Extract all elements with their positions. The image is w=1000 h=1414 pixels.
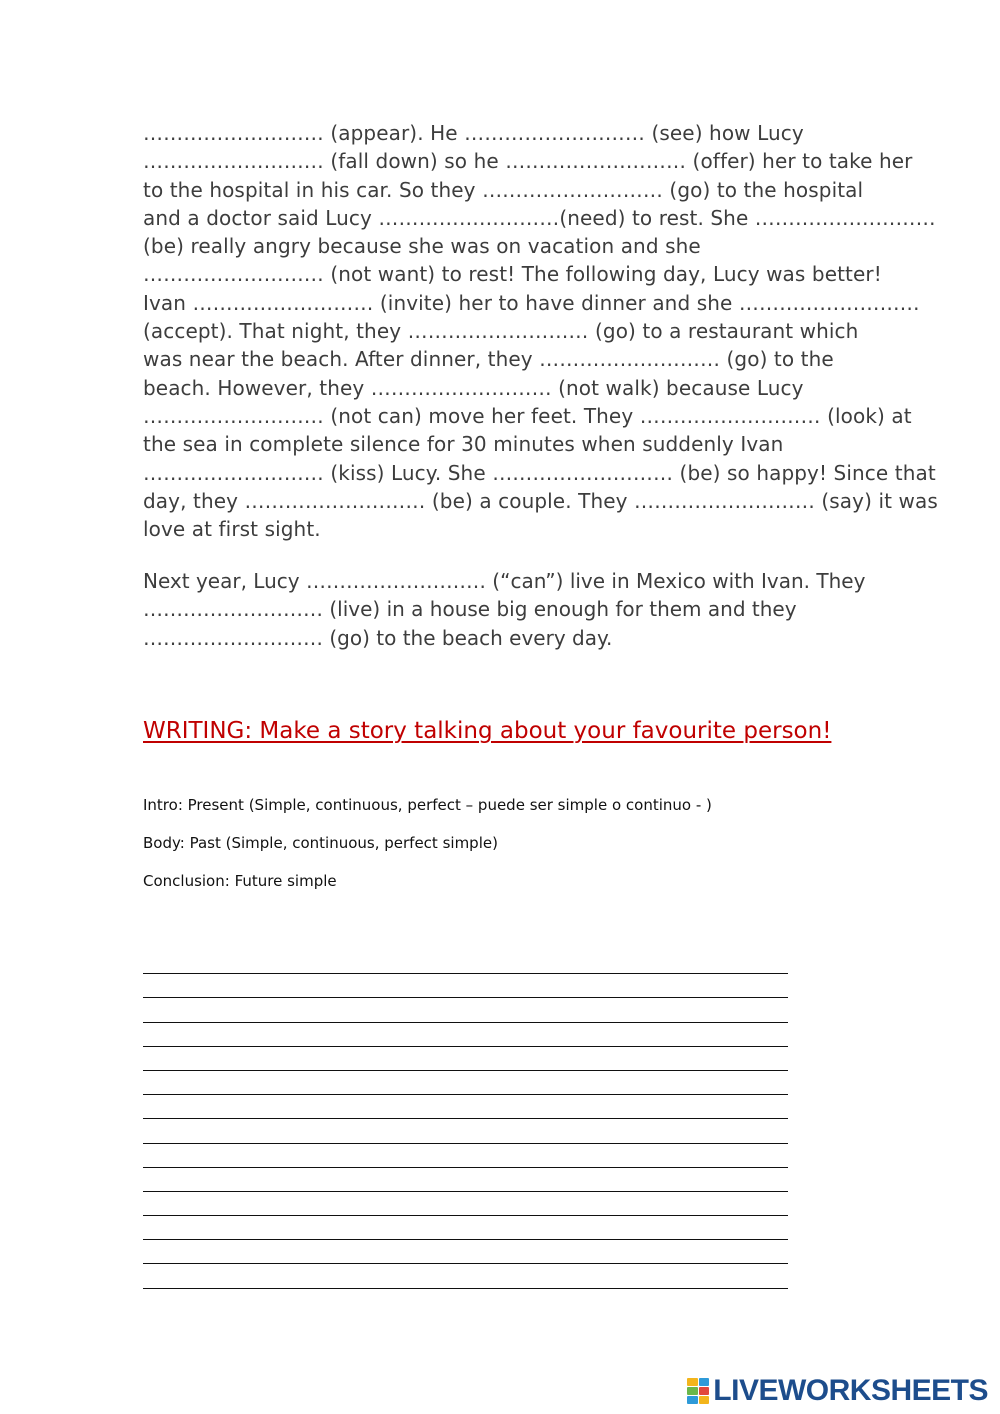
story-line: to the hospital in his car. So they ……………………… (go) to the hospital bbox=[143, 177, 864, 202]
liveworksheets-logo bbox=[687, 1374, 988, 1408]
intro-guideline: Intro: Present (Simple, continuous, perfect – puede ser simple o continuo - ) bbox=[143, 796, 712, 814]
writing-line[interactable] bbox=[143, 1119, 788, 1143]
story-line: beach. However, they ……………………… (not walk) because Lucy bbox=[143, 375, 804, 400]
story-line: ……………………… (appear). He ……………………… (see) how Lucy bbox=[143, 121, 804, 145]
story-paragraph bbox=[143, 119, 938, 543]
future-paragraph bbox=[143, 567, 873, 652]
story-line: ……………………… (not can) move her feet. They ……………………… (look) at bbox=[143, 403, 912, 428]
story-line: Ivan ……………………… (invite) her to have dinner and she ……………………… bbox=[143, 290, 920, 315]
writing-line[interactable] bbox=[143, 1168, 788, 1192]
story-line: ……………………… (go) to the beach every day. bbox=[143, 625, 613, 650]
writing-line[interactable] bbox=[143, 1047, 788, 1071]
story-line: (accept). That night, they ……………………… (go) to a restaurant which bbox=[143, 319, 859, 344]
story-line: was near the beach. After dinner, they ……………………… (go) to the bbox=[143, 347, 834, 372]
story-line: (be) really angry because she was on vacation and she bbox=[143, 234, 701, 259]
story-line: love at first sight. bbox=[143, 517, 321, 542]
story-line: ……………………… (fall down) so he ……………………… (offer) her to take her bbox=[143, 149, 913, 174]
writing-section-title: WRITING: Make a story talking about your favourite person! bbox=[143, 718, 832, 744]
story-line: ……………………… (not want) to rest! The following day, Lucy was better! bbox=[143, 262, 882, 287]
logo-text: LIVEWORKSHEETS bbox=[713, 1374, 988, 1407]
writing-line[interactable] bbox=[143, 1071, 788, 1095]
writing-line[interactable] bbox=[143, 1023, 788, 1047]
liveworksheets-logo-icon bbox=[687, 1378, 709, 1404]
writing-answer-area[interactable] bbox=[143, 950, 788, 1289]
writing-line[interactable] bbox=[143, 1192, 788, 1216]
writing-line[interactable] bbox=[143, 1095, 788, 1119]
writing-line[interactable] bbox=[143, 1240, 788, 1264]
writing-line[interactable] bbox=[143, 1144, 788, 1168]
story-line: ……………………… (live) in a house big enough for them and they bbox=[143, 597, 797, 622]
writing-line[interactable] bbox=[143, 1216, 788, 1240]
writing-line[interactable] bbox=[143, 1264, 788, 1288]
writing-line[interactable] bbox=[143, 974, 788, 998]
story-line: ……………………… (kiss) Lucy. She ……………………… (be) so happy! Since that bbox=[143, 460, 936, 485]
story-line: and a doctor said Lucy ………………………(need) to rest. She ……………………… bbox=[143, 205, 936, 230]
story-line: day, they ……………………… (be) a couple. They ……………………… (say) it was bbox=[143, 488, 938, 513]
body-guideline: Body: Past (Simple, continuous, perfect simple) bbox=[143, 834, 498, 852]
story-line: Next year, Lucy ……………………… (“can”) live in Mexico with Ivan. They bbox=[143, 569, 866, 593]
story-line: the sea in complete silence for 30 minutes when suddenly Ivan bbox=[143, 432, 784, 457]
writing-line[interactable] bbox=[143, 950, 788, 974]
conclusion-guideline: Conclusion: Future simple bbox=[143, 872, 337, 890]
writing-line[interactable] bbox=[143, 998, 788, 1022]
